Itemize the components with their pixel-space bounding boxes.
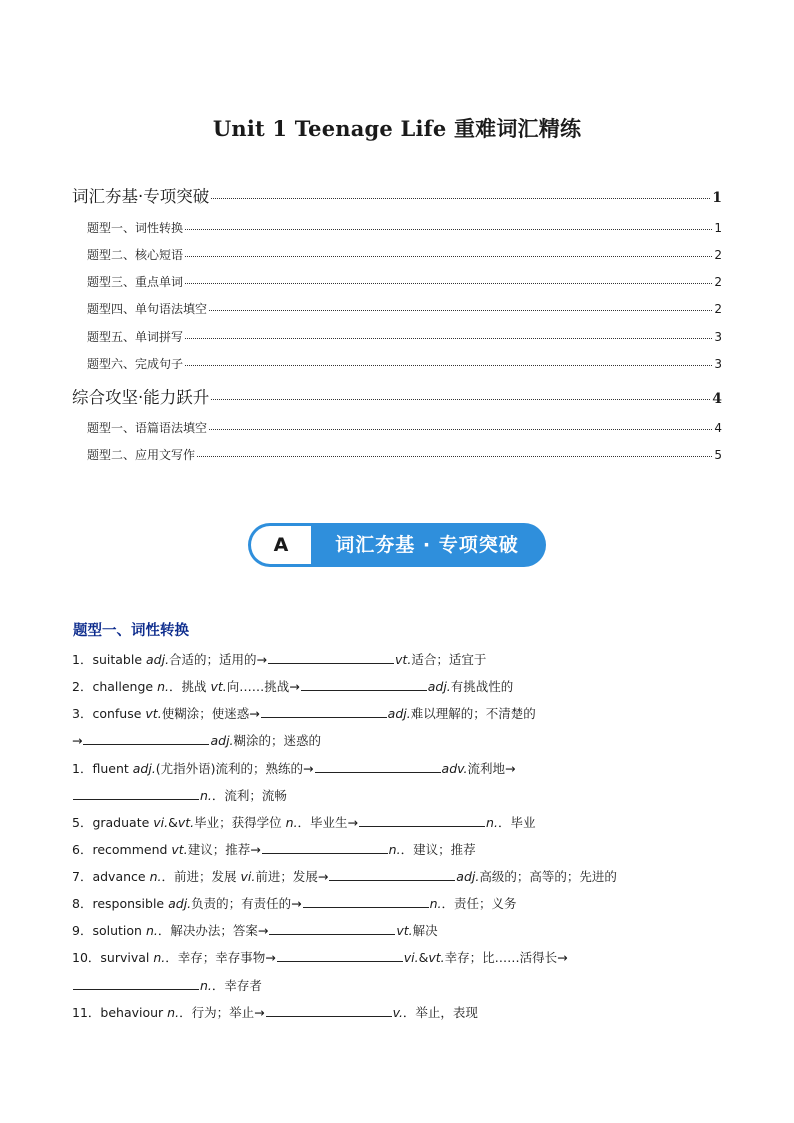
exercise-text: 适合；适宜于 [411, 652, 487, 667]
exercise-text: 高级的；高等的；先进的 [479, 869, 617, 884]
section-banner [248, 523, 546, 567]
part-of-speech-label: adj. [427, 679, 451, 694]
part-of-speech-label: n. [149, 869, 162, 884]
exercise-text: 5．graduate [72, 815, 154, 830]
exercise-text: ．幸存；幸存事物→ [165, 950, 276, 965]
exercise-text: 1．suitable [72, 652, 146, 667]
exercise-text: 8．responsible [72, 896, 169, 911]
exercise-text: 难以理解的；不清楚的 [410, 706, 536, 721]
exercise-text: ．前进；发展 [161, 869, 241, 884]
exercise-text: ．建议；推荐 [400, 842, 476, 857]
exercise-item [72, 948, 568, 966]
toc-page-number: 4 [712, 391, 722, 407]
part-of-speech-label: n. [153, 950, 166, 965]
toc-section-1[interactable] [72, 183, 722, 207]
banner-title: 词汇夯基 · 专项突破 [335, 534, 519, 556]
part-of-speech-label: n. [145, 923, 158, 938]
part-of-speech-label: n. [200, 788, 212, 803]
exercise-item [72, 840, 476, 858]
answer-blank[interactable] [269, 923, 395, 935]
answer-blank[interactable] [268, 652, 394, 664]
part-of-speech-label: vi. [240, 869, 256, 884]
answer-blank[interactable] [266, 1005, 392, 1017]
answer-blank[interactable] [277, 950, 403, 962]
exercise-text: 10．survival [72, 950, 154, 965]
exercise-text: 合适的；适用的→ [169, 652, 268, 667]
toc-leader-dots [185, 283, 712, 284]
part-of-speech-label: adv. [441, 761, 468, 776]
exercise-text: 解决 [412, 923, 438, 938]
toc-entry-label: 题型一、词性转换 [87, 221, 184, 235]
exercise-text: 建议；推荐→ [187, 842, 261, 857]
part-of-speech-label: adj. [168, 896, 192, 911]
exercise-text: 7．advance [72, 869, 150, 884]
exercise-item-continued [72, 786, 287, 804]
exercise-item [72, 894, 517, 912]
exercise-text: 6．recommend [72, 842, 172, 857]
toc-page-number: 3 [714, 357, 722, 371]
exercise-text: ．举止，表现 [402, 1005, 478, 1020]
toc-entry-label: 题型六、完成句子 [87, 357, 184, 371]
part-of-speech-label: vt. [210, 679, 227, 694]
toc-section-label: 综合攻坚·能力跃升 [72, 388, 210, 407]
part-of-speech-label: adj. [456, 869, 480, 884]
part-of-speech-label: adj. [387, 706, 411, 721]
answer-blank[interactable] [73, 788, 199, 800]
section-heading: 题型一、词性转换 [73, 623, 189, 639]
exercise-text: 流利地→ [467, 761, 516, 776]
toc-entry-label: 题型一、语篇语法填空 [87, 421, 208, 435]
toc-page-number: 2 [714, 275, 722, 289]
exercise-item [72, 759, 515, 777]
part-of-speech-label: n. [157, 679, 169, 694]
exercise-text: 毕业；获得学位 [194, 815, 286, 830]
part-of-speech-label: n. [429, 896, 442, 911]
banner-letter: A [273, 534, 289, 556]
part-of-speech-label: vt. [171, 842, 188, 857]
toc-entry-label: 题型四、单句语法填空 [87, 302, 208, 316]
answer-blank[interactable] [359, 815, 485, 827]
answer-blank[interactable] [83, 733, 209, 745]
part-of-speech-label: n. [285, 815, 298, 830]
exercise-item [72, 921, 438, 939]
toc-page-number: 5 [714, 448, 722, 462]
toc-entry[interactable] [87, 328, 722, 345]
part-of-speech-label: adj. [146, 652, 170, 667]
exercise-item [72, 704, 536, 722]
part-of-speech-label: v. [392, 1005, 403, 1020]
part-of-speech-label: n. [388, 842, 401, 857]
exercise-text: 3．confuse [72, 706, 146, 721]
part-of-speech-label: n. [486, 815, 498, 830]
toc-leader-dots [185, 256, 712, 257]
toc-leader-dots [185, 229, 712, 230]
toc-entry-label: 题型五、单词拼写 [87, 330, 184, 344]
exercise-text: 幸存；比……活得长→ [444, 950, 568, 965]
toc-leader-dots [211, 198, 710, 199]
exercise-text: & [418, 950, 429, 965]
part-of-speech-label: vt. [396, 923, 413, 938]
document-title: Unit 1 Teenage Life 重难词汇精练 [212, 116, 582, 141]
toc-page-number: 4 [714, 421, 722, 435]
answer-blank[interactable] [303, 896, 429, 908]
toc-leader-dots [209, 310, 712, 311]
part-of-speech-label: n. [200, 978, 212, 993]
toc-entry[interactable] [87, 355, 722, 372]
exercise-text: 2．challenge [72, 679, 158, 694]
part-of-speech-label: vt. [395, 652, 412, 667]
exercise-text: 糊涂的；迷惑的 [233, 733, 322, 748]
toc-section-2[interactable] [72, 384, 722, 408]
part-of-speech-label: vt. [145, 706, 162, 721]
part-of-speech-label: vi. [403, 950, 419, 965]
toc-entry[interactable] [87, 246, 722, 263]
exercise-text: 11．behaviour [72, 1005, 168, 1020]
exercise-text: 1．fluent [72, 761, 133, 776]
toc-page-number: 3 [714, 330, 722, 344]
toc-entry[interactable] [87, 300, 722, 317]
toc-entry-label: 题型二、应用文写作 [87, 448, 196, 462]
part-of-speech-label: n. [167, 1005, 180, 1020]
toc-entry-label: 题型三、重点单词 [87, 275, 184, 289]
toc-entry[interactable] [87, 446, 722, 463]
exercise-item [72, 867, 617, 885]
toc-leader-dots [209, 429, 712, 430]
toc-entry-label: 题型二、核心短语 [87, 248, 184, 262]
toc-section-label: 词汇夯基·专项突破 [72, 187, 210, 206]
answer-blank[interactable] [262, 842, 388, 854]
exercise-text: ．流利；流畅 [211, 788, 287, 803]
toc-leader-dots [185, 365, 712, 366]
exercise-text: 使糊涂；使迷惑→ [161, 706, 260, 721]
exercise-text: 向……挑战→ [226, 679, 300, 694]
part-of-speech-label: adj. [132, 761, 156, 776]
exercise-text: 负责的；有责任的→ [191, 896, 302, 911]
exercise-text: ．挑战 [168, 679, 211, 694]
answer-blank[interactable] [261, 706, 387, 718]
exercise-text: → [72, 733, 83, 748]
exercise-item [72, 650, 486, 668]
exercise-text: ．行为；举止→ [179, 1005, 265, 1020]
answer-blank[interactable] [315, 761, 441, 773]
answer-blank[interactable] [73, 978, 199, 990]
part-of-speech-label: adj. [210, 733, 234, 748]
exercise-text: ．解决办法；答案→ [157, 923, 269, 938]
exercise-text: ．责任；义务 [441, 896, 517, 911]
toc-leader-dots [211, 399, 710, 400]
part-of-speech-label: vt. [177, 815, 195, 830]
toc-page-number: 2 [714, 302, 722, 316]
toc-entry[interactable] [87, 219, 722, 236]
toc-page-number: 2 [714, 248, 722, 262]
toc-page-number: 1 [712, 190, 722, 206]
exercise-text: ．幸存者 [211, 978, 262, 993]
exercise-item [72, 813, 535, 831]
toc-entry[interactable] [87, 419, 722, 436]
exercise-item [72, 677, 513, 695]
toc-page-number: 1 [714, 221, 722, 235]
exercise-text: 有挑战性的 [450, 679, 514, 694]
exercise-text: & [168, 815, 178, 830]
answer-blank[interactable] [329, 869, 455, 881]
exercise-text: ．毕业生→ [297, 815, 359, 830]
exercise-text: ．毕业 [497, 815, 536, 830]
exercise-text: (尤指外语)流利的；熟练的→ [155, 761, 314, 776]
exercise-item [72, 1003, 478, 1021]
exercise-text: 9．solution [72, 923, 146, 938]
part-of-speech-label: vi. [153, 815, 169, 830]
toc-entry[interactable] [87, 273, 722, 290]
exercise-item-continued [72, 731, 321, 749]
toc-leader-dots [185, 338, 712, 339]
toc-leader-dots [197, 456, 712, 457]
part-of-speech-label: vt. [428, 950, 445, 965]
exercise-item-continued [72, 976, 262, 994]
answer-blank[interactable] [301, 679, 427, 691]
exercise-text: 前进；发展→ [255, 869, 329, 884]
